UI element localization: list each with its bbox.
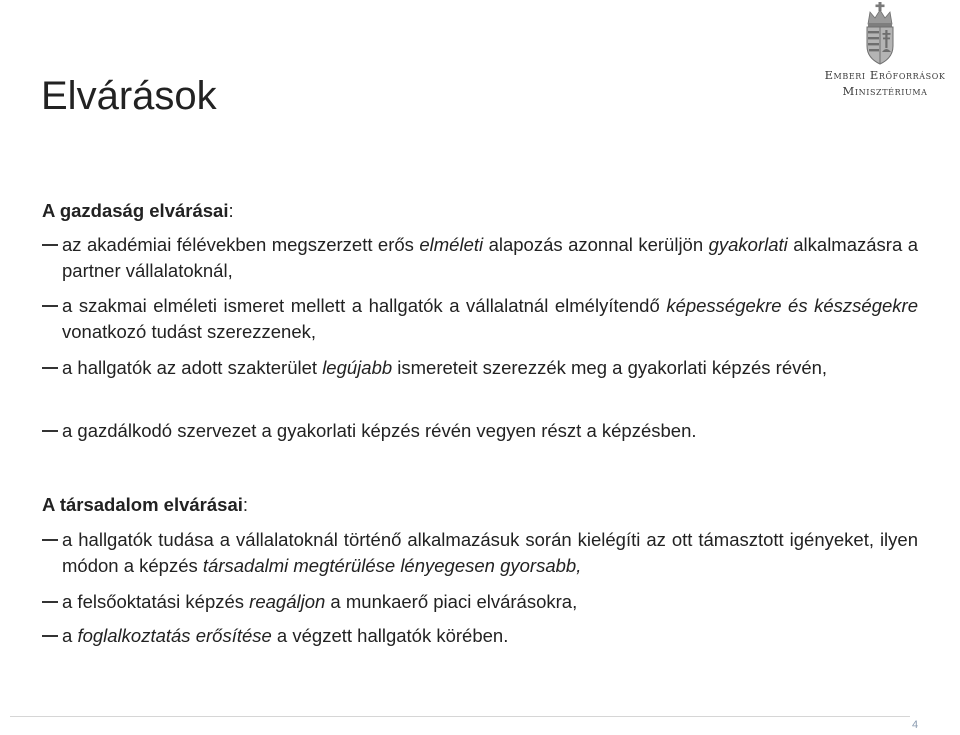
dash-bullet-icon <box>42 305 58 307</box>
text-run: a felsőoktatási képzés <box>62 591 250 612</box>
dash-bullet-icon <box>42 244 58 246</box>
text-run: vonatkozó tudást szerezzenek, <box>62 320 317 342</box>
logo-text-line-1: Emberi Erőforrások <box>824 68 946 82</box>
italic-text-run: gyakorlati <box>708 234 788 255</box>
text-run: az akadémiai félévekben megszerzett erős <box>62 234 420 255</box>
text-run: alkalmazásra a partner vállalatoknál, <box>62 234 918 281</box>
section-heading-economy-colon: : <box>228 200 234 221</box>
bullet-text <box>62 293 918 344</box>
italic-text-run: képességekre és készségekre <box>666 295 918 316</box>
bullet-text <box>62 527 918 578</box>
page-number: 4 <box>911 719 919 731</box>
bullet-text <box>62 623 918 649</box>
text-run: a munkaerő piaci elvárásokra, <box>325 591 578 612</box>
dash-bullet-icon <box>42 539 58 541</box>
text-run: ismereteit szerezzék meg a gyakorlati képzés révén, <box>392 357 828 378</box>
text-run: a <box>62 625 78 646</box>
coat-of-arms-icon <box>863 2 897 66</box>
footer-divider <box>10 716 910 717</box>
dash-bullet-icon <box>42 635 58 637</box>
page-title: Elvárások <box>41 74 217 118</box>
italic-text-run: társadalmi megtérülése lényegesen gyorsabb, <box>202 554 582 576</box>
text-run: a hallgatók tudása a vállalatoknál történő alkalmazásuk során kielégíti az ott támasztott igényeket, ilyen módon a képzés <box>62 529 918 576</box>
text-run: a gazdálkodó szervezet a gyakorlati képzés révén vegyen részt a képzésben. <box>62 420 697 441</box>
section-heading-economy <box>42 200 234 222</box>
bullet-text <box>62 355 918 381</box>
dash-bullet-icon <box>42 430 58 432</box>
section-heading-economy-label: A gazdaság elvárásai <box>42 200 229 221</box>
bullet-text <box>62 418 918 444</box>
ministry-logo <box>810 0 960 110</box>
dash-bullet-icon <box>42 601 58 603</box>
italic-text-run: foglalkoztatás erősítése <box>77 625 272 646</box>
logo-text-line-2: Minisztériuma <box>842 84 928 98</box>
italic-text-run: reagáljon <box>249 591 326 612</box>
section-heading-society <box>42 494 248 516</box>
italic-text-run: elméleti <box>419 234 484 255</box>
text-run: a hallgatók az adott szakterület <box>62 357 323 378</box>
dash-bullet-icon <box>42 367 58 369</box>
italic-text-run: legújabb <box>322 357 393 378</box>
section-heading-society-colon: : <box>242 494 249 515</box>
text-run: a végzett hallgatók körében. <box>271 625 509 646</box>
bullet-text <box>62 232 918 283</box>
text-run: a szakmai elméleti ismeret mellett a hallgatók a vállalatnál elmélyítendő <box>62 295 667 316</box>
bullet-text <box>62 589 918 615</box>
text-run: alapozás azonnal kerüljön <box>483 234 709 255</box>
section-heading-society-label: A társadalom elvárásai <box>42 494 243 515</box>
